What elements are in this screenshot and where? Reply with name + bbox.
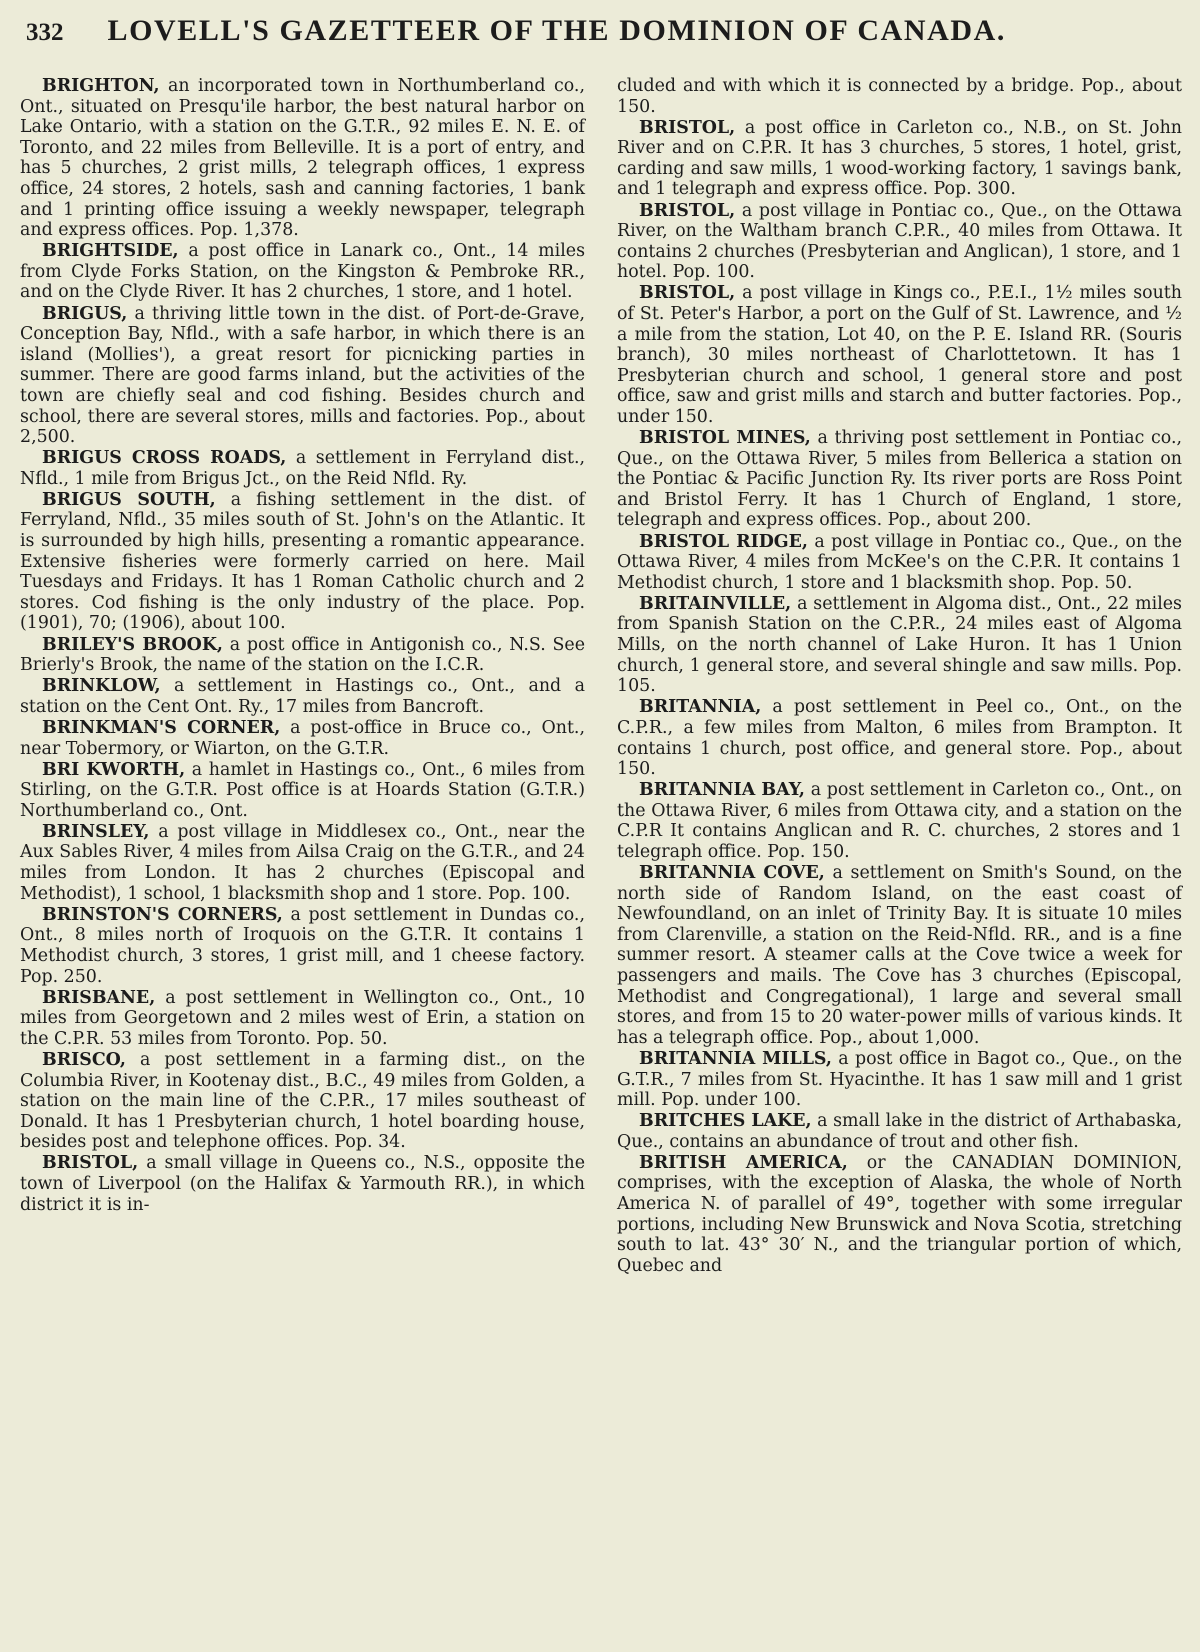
entry-headword: BRITAINVILLE, xyxy=(639,593,792,614)
entry-headword: BRILEY'S BROOK, xyxy=(42,634,223,655)
entry-text: a post office in Bagot co., Que., on the G.T.R., 7 miles from St. Hyacinthe. It has 1 saw mill and 1 grist mill. Pop. under 100. xyxy=(617,1048,1182,1111)
gazetteer-entry xyxy=(20,905,585,987)
entry-headword: BRISTOL, xyxy=(639,117,736,138)
entry-text: a small lake in the district of Arthabaska, Que., contains an abundance of trout and other fish. xyxy=(617,1111,1182,1152)
gazetteer-entry xyxy=(617,780,1182,862)
entry-text: cluded and with which it is connected by a bridge. Pop., about 150. xyxy=(617,76,1182,117)
running-title: LOVELL'S GAZETTEER OF THE DOMINION OF CANADA. xyxy=(107,14,1007,47)
entry-text: a post settlement in a farming dist., on the Columbia River, in Kootenay dist., B.C., 49 miles from Golden, a station on the main line of the C.P.R., 17 miles southeast of Donald. It has 1 Presbyterian church, 1 hotel boarding house, besides post and telephone offices. Pop. 34. xyxy=(20,1049,585,1153)
entry-text: a settlement on Smith's Sound, on the north side of Random Island, on the east coast of Newfoundland, on an inlet of Trinity Bay. It is situate 10 miles from Clarenville, a station on the Reid-Nfld. RR., and is a fine summer resort. A steamer calls at the Cove twice a week for passengers and mails. The Cove has 3 churches (Episcopal, Methodist and Congregational), 1 large and several small stores, and from 15 to 20 water-power mills of various kinds. It has a telegraph office. Pop., about 1,000. xyxy=(617,863,1182,1048)
left-column xyxy=(20,76,585,1216)
entry-headword: BRITANNIA MILLS, xyxy=(639,1048,832,1069)
gazetteer-entry xyxy=(20,760,585,822)
entry-text: a post village in Pontiac co., Que., on the Ottawa River, on the Waltham branch C.P.R., 40 miles from Ottawa. It contains 2 churches (Presbyterian and Anglican), 1 store, and 1 hotel. Pop. 100. xyxy=(617,200,1182,283)
entry-text: a post office in Carleton co., N.B., on St. John River and on C.P.R. It has 3 churches, 5 stores, 1 hotel, grist, carding and saw mills, 1 wood-working factory, 1 savings bank, and 1 telegraph and express office. Pop. 300. xyxy=(617,117,1182,200)
entry-headword: BRISTOL, xyxy=(42,1153,139,1174)
entry-text: a post settlement in Dundas co., Ont., 8 miles north of Iroquois on the G.T.R. It contains 1 Methodist church, 3 stores, 1 grist mill, and 1 cheese factory. Pop. 250. xyxy=(20,904,585,987)
gazetteer-entry xyxy=(617,594,1182,697)
gazetteer-entry xyxy=(20,718,585,759)
page-number: 332 xyxy=(26,19,64,46)
entry-text: an incorporated town in Northumberland co., Ont., situated on Presqu'ile harbor, the best natural harbor on Lake Ontario, with a station on the G.T.R., 92 miles E. N. E. of Toronto, and 22 miles from Belleville. It is a port of entry, and has 5 churches, 2 grist mills, 2 telegraph offices, 1 express office, 24 stores, 2 hotels, sash and canning factories, 1 bank and 1 printing office issuing a weekly newspaper, telegraph and express offices. Pop. 1,378. xyxy=(20,76,585,241)
gazetteer-entry xyxy=(20,635,585,676)
gazetteer-entry xyxy=(617,118,1182,200)
entry-headword: BRITANNIA BAY, xyxy=(639,780,805,801)
entry-headword: BRINSLEY, xyxy=(42,821,150,842)
entry-text: a fishing settlement in the dist. of Ferryland, Nfld., 35 miles south of St. John's on the Atlantic. It is surrounded by high hills, presenting a romantic appearance. Extensive fisheries were formerly carried on here. Mail Tuesdays and Fridays. It has 1 Roman Catholic church and 2 stores. Cod fishing is the only industry of the place. Pop. (1901), 70; (1906), about 100. xyxy=(20,489,585,634)
entry-headword: BRISBANE, xyxy=(42,987,156,1008)
gazetteer-entry xyxy=(617,1153,1182,1277)
entry-text: a settlement in Hastings co., Ont., and a station on the Cent Ont. Ry., 17 miles from Bancroft. xyxy=(20,676,585,717)
gazetteer-entry xyxy=(20,1050,585,1153)
entry-text: a post settlement in Carleton co., Ont., on the Ottawa River, 6 miles from Ottawa city, and a station on the C.P.R It contains Anglican and R. C. churches, 2 stores and 1 telegraph office. Pop. 150. xyxy=(617,780,1182,862)
gazetteer-entry xyxy=(617,201,1182,283)
gazetteer-entry xyxy=(617,532,1182,594)
gazetteer-entry xyxy=(20,490,585,634)
entry-text: a thriving post settlement in Pontiac co., Que., on the Ottawa River, 5 miles from Bellerica a station on the Pontiac & Pacific Junction Ry. Its river ports are Ross Point and Bristol Ferry. It has 1 Church of England, 1 store, telegraph and express offices. Pop., about 200. xyxy=(617,428,1182,531)
entry-text: a post village in Middlesex co., Ont., near the Aux Sables River, 4 miles from Ailsa Craig on the G.T.R., and 24 miles from London. It has 2 churches (Episcopal and Methodist), 1 school, 1 blacksmith shop and 1 store. Pop. 100. xyxy=(20,821,585,904)
gazetteer-entry xyxy=(617,283,1182,427)
entry-headword: BRINSTON'S CORNERS, xyxy=(42,904,283,925)
entry-text: a hamlet in Hastings co., Ont., 6 miles from Stirling, on the G.T.R. Post office is at Hoards Station (G.T.R.) Northumberland co., Ont. xyxy=(20,759,585,821)
entry-text: a post village in Kings co., P.E.I., 1½ miles south of St. Peter's Harbor, a port on the Gulf of St. Lawrence, and ½ a mile from the station, Lot 40, on the P. E. Island RR. (Souris branch), 30 miles northeast of Charlottetown. It has 1 Presbyterian church and school, 1 general store and post office, saw and grist mills and starch and butter factories. Pop., under 150. xyxy=(617,283,1182,427)
entry-text: a thriving little town in the dist. of Port-de-Grave, Conception Bay, Nfld., with a safe harbor, in which there is an island (Mollies'), a great resort for picnicking parties in summer. There are good farms inland, but the activities of the town are chiefly seal and cod fishing. Besides church and school, there are several stores, mills and factories. Pop., about 2,500. xyxy=(20,303,585,448)
entry-text: a settlement in Ferryland dist., Nfld., 1 mile from Brigus Jct., on the Reid Nfld. Ry. xyxy=(20,448,585,489)
entry-headword: BRITISH AMERICA, xyxy=(639,1152,848,1173)
entry-headword: BRISCO, xyxy=(42,1049,126,1070)
entry-text: a post settlement in Peel co., Ont., on the C.P.R., a few miles from Malton, 6 miles from Brampton. It contains 1 church, post office, and general store. Pop., about 150. xyxy=(617,697,1182,780)
entry-headword: BRITCHES LAKE, xyxy=(639,1111,812,1132)
entry-headword: BRISTOL RIDGE, xyxy=(639,531,808,552)
entry-headword: BRISTOL, xyxy=(639,283,736,304)
gazetteer-entry xyxy=(617,1111,1182,1152)
gazetteer-entry xyxy=(20,304,585,448)
entry-headword: BRIGUS SOUTH, xyxy=(42,489,216,510)
page-header xyxy=(26,14,1176,54)
gazetteer-entry xyxy=(617,428,1182,531)
gazetteer-entry xyxy=(20,1153,585,1215)
gazetteer-entry xyxy=(617,863,1182,1048)
gazetteer-entry xyxy=(20,822,585,904)
entry-text: a post settlement in Wellington co., Ont., 10 miles from Georgetown and 2 miles west of Erin, a station on the C.P.R. 53 miles from Toronto. Pop. 50. xyxy=(20,987,585,1049)
entry-text: a settlement in Algoma dist., Ont., 22 miles from Spanish Station on the C.P.R., 24 miles east of Algoma Mills, on the north channel of Lake Huron. It has 1 Union church, 1 general store, and several shingle and saw mills. Pop. 105. xyxy=(617,593,1182,697)
entry-text: a post office in Antigonish co., N.S. See Brierly's Brook, the name of the station on the I.C.R. xyxy=(20,634,585,676)
entry-headword: BRISTOL, xyxy=(639,200,736,221)
entry-headword: BRIGUS CROSS ROADS, xyxy=(42,448,287,469)
entry-headword: BRINKLOW, xyxy=(42,676,161,697)
entry-text: a post village in Pontiac co., Que., on the Ottawa River, 4 miles from McKee's on the C.P.R. It contains 1 Methodist church, 1 store and 1 blacksmith shop. Pop. 50. xyxy=(617,531,1182,593)
gazetteer-entry xyxy=(20,676,585,717)
gazetteer-entry xyxy=(20,76,585,241)
gazetteer-entry xyxy=(20,988,585,1050)
gazetteer-entry xyxy=(20,448,585,489)
gazetteer-entry xyxy=(617,1049,1182,1111)
gazetteer-entry xyxy=(617,697,1182,779)
entry-headword: BRIGHTON, xyxy=(42,76,160,96)
gazetteer-entry xyxy=(617,76,1182,117)
entry-headword: BRITANNIA, xyxy=(639,697,762,718)
entry-headword: BRISTOL MINES, xyxy=(639,428,811,449)
right-column xyxy=(617,76,1182,1277)
entry-text: a post-office in Bruce co., Ont., near Tobermory, or Wiarton, on the G.T.R. xyxy=(20,717,585,759)
entry-headword: BRI KWORTH, xyxy=(42,759,186,780)
entry-headword: BRIGHTSIDE, xyxy=(42,241,179,262)
entry-headword: BRINKMAN'S CORNER, xyxy=(42,717,281,738)
entry-text: or the CANADIAN DOMINION, comprises, with the exception of Alaska, the whole of North America N. of parallel of 49°, together with some irregular portions, including New Brunswick and Nova Scotia, stretching south to lat. 43° 30′ N., and the triangular portion of which, Quebec and xyxy=(617,1152,1182,1276)
entry-text: a post office in Lanark co., Ont., 14 miles from Clyde Forks Station, on the Kingston & Pembroke RR., and on the Clyde River. It has 2 churches, 1 store, and 1 hotel. xyxy=(20,241,585,303)
entry-headword: BRITANNIA COVE, xyxy=(639,863,825,884)
entry-text: a small village in Queens co., N.S., opposite the town of Liverpool (on the Halifax & Yarmouth RR.), in which district it is in- xyxy=(20,1153,585,1215)
gazetteer-entry xyxy=(20,241,585,303)
entry-headword: BRIGUS, xyxy=(42,303,128,324)
